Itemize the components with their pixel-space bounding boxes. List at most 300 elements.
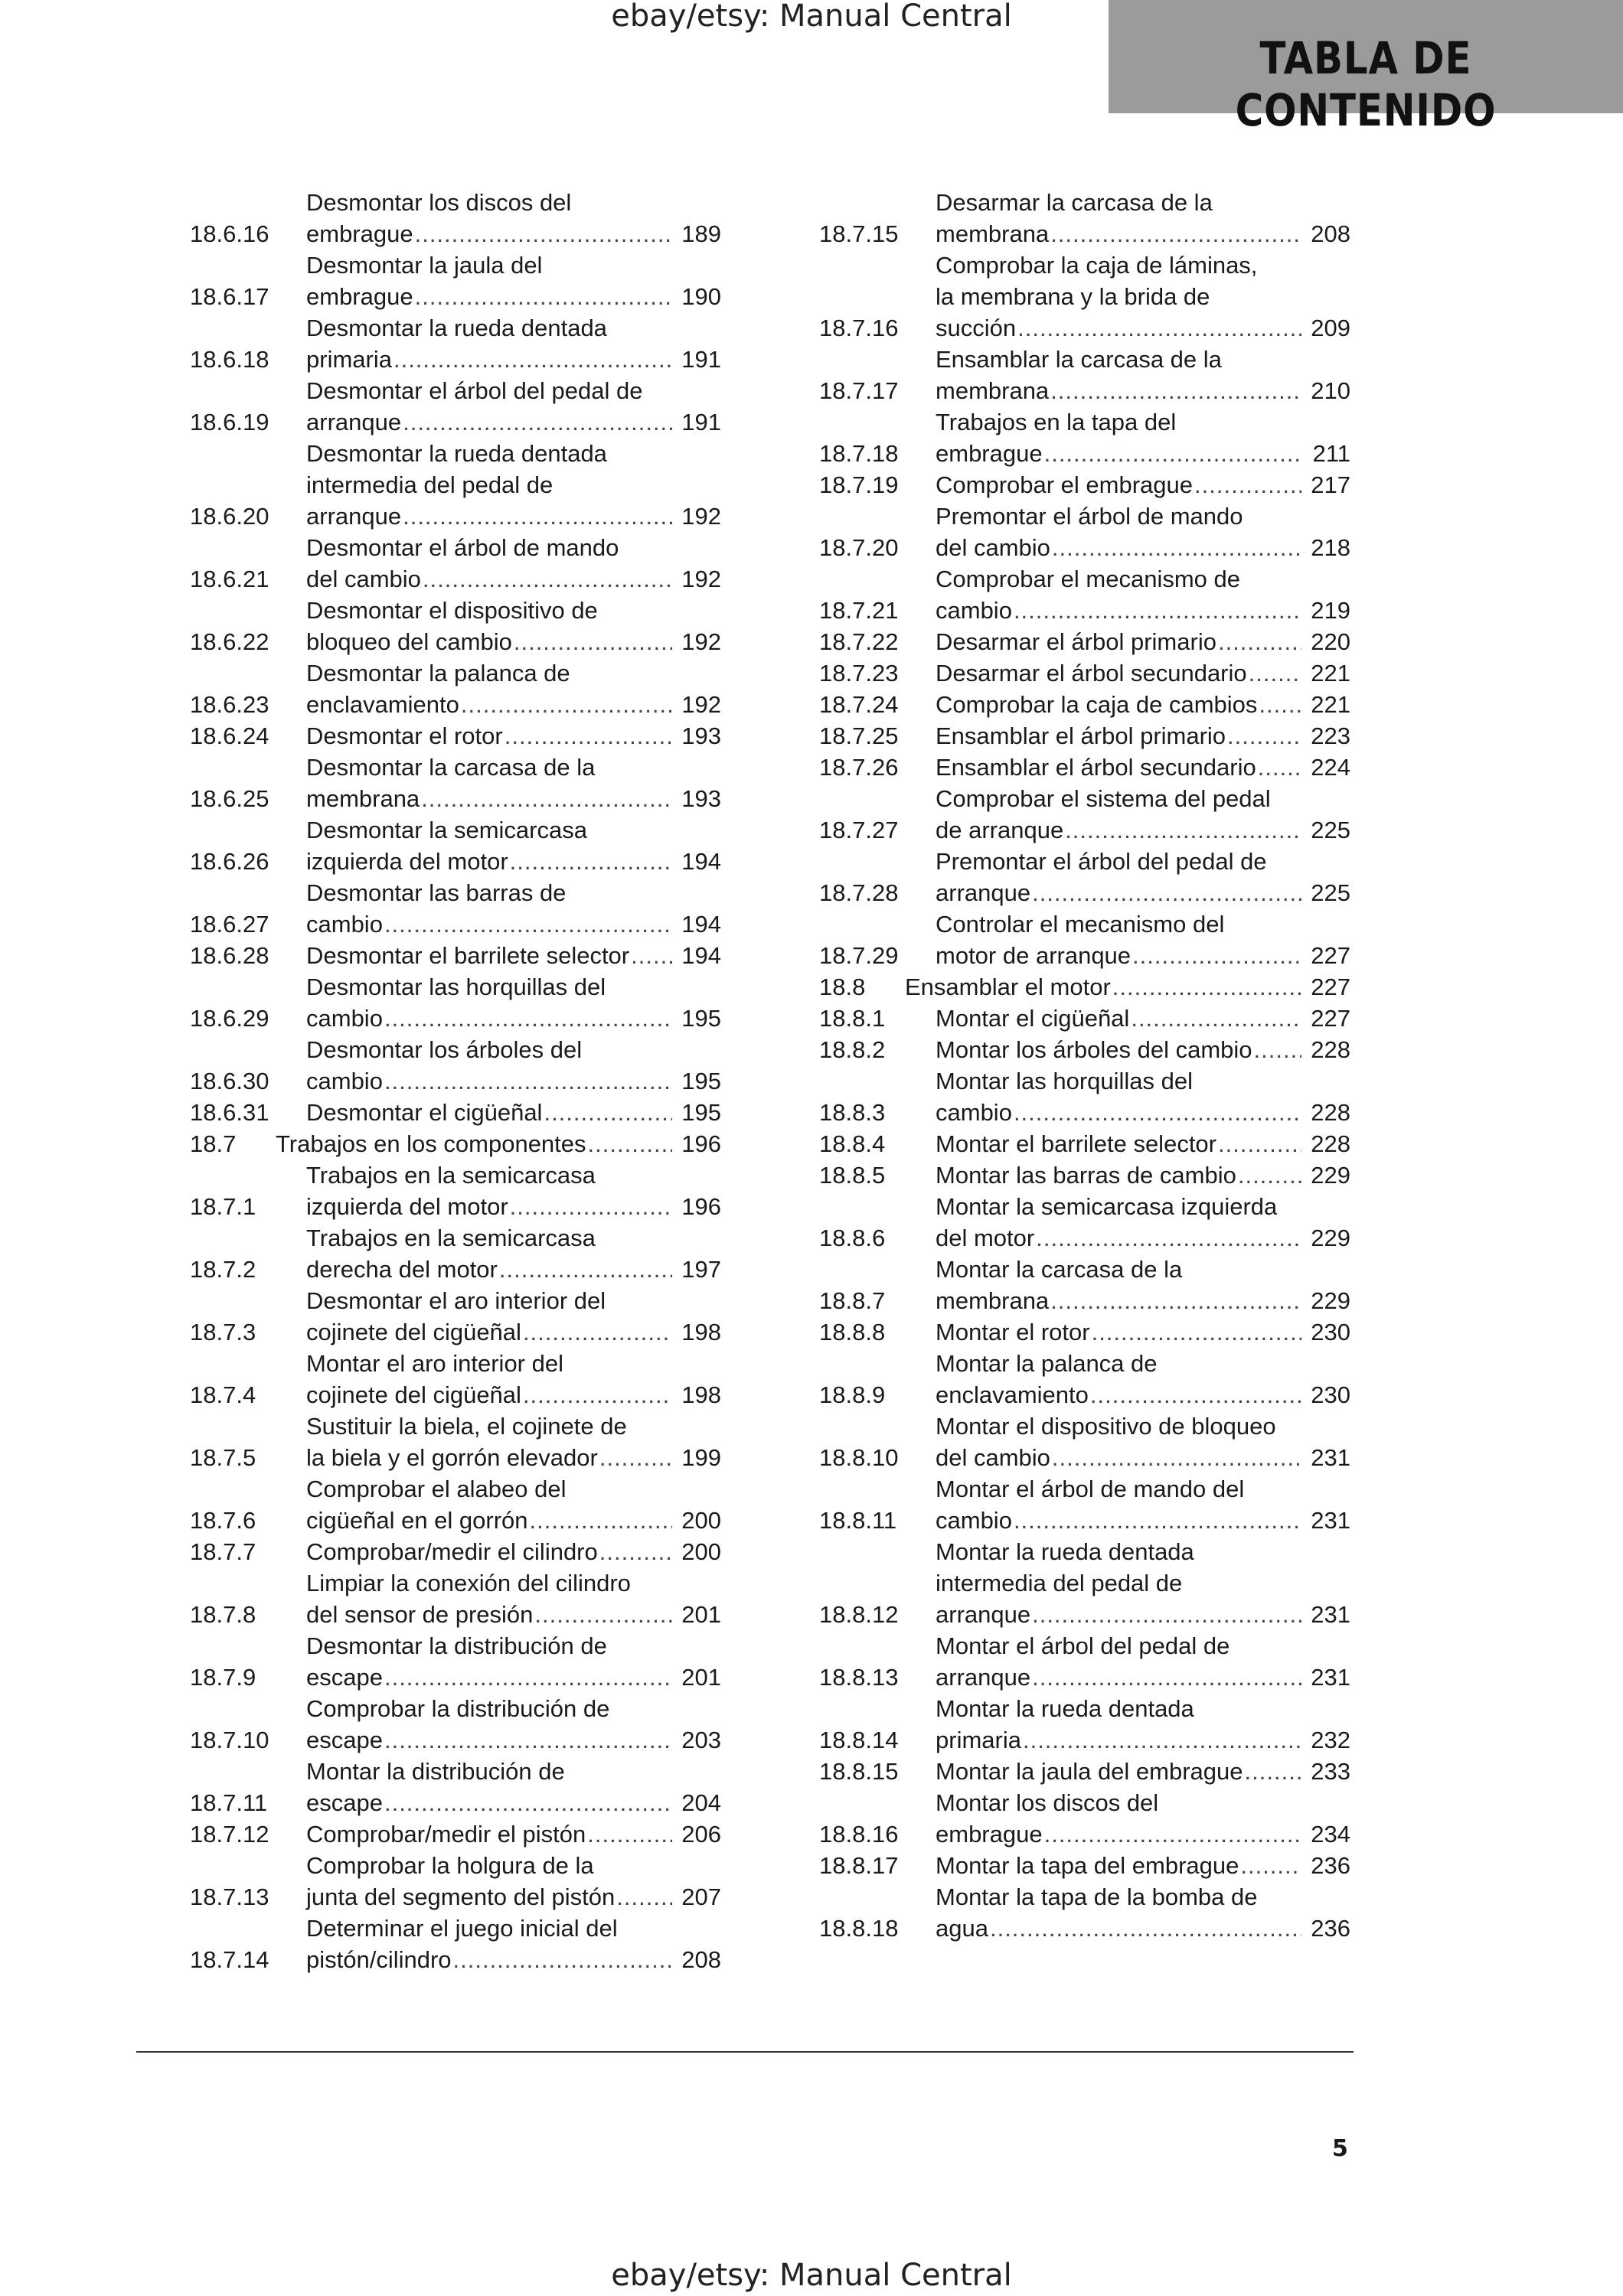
toc-entry-title: de arranque [936, 817, 1064, 843]
toc-entry-page: 225 [1311, 879, 1350, 906]
toc-entry-title: cigüeñal en el gorrón [306, 1507, 528, 1534]
toc-entry-page: 200 [681, 1538, 721, 1565]
toc-entry-title: Ensamblar la carcasa de la [936, 346, 1222, 373]
toc-entry-number: 18.7.11 [190, 1789, 268, 1816]
toc-entry-number: 18.7.2 [190, 1256, 256, 1283]
toc-dot-leader [1240, 1850, 1301, 1881]
toc-entry[interactable] [819, 187, 1350, 249]
toc-entry[interactable] [190, 1850, 721, 1913]
toc-entry-title: Comprobar la caja de láminas, [936, 252, 1258, 279]
toc-entry[interactable] [190, 1159, 721, 1222]
toc-entry-number: 18.8.1 [819, 1005, 886, 1032]
toc-entry-title: arranque [936, 879, 1031, 906]
toc-dot-leader [1112, 971, 1301, 1003]
toc-entry[interactable] [190, 752, 721, 814]
toc-entry-page: 193 [681, 722, 721, 749]
toc-dot-leader [453, 1944, 672, 1975]
toc-entry[interactable] [819, 344, 1350, 406]
toc-entry-number: 18.7.4 [190, 1381, 256, 1408]
toc-entry-page: 236 [1311, 1852, 1350, 1879]
toc-entry-page: 208 [681, 1946, 721, 1973]
toc-entry-title: Premontar el árbol de mando [936, 503, 1243, 530]
toc-entry-page: 201 [681, 1664, 721, 1691]
toc-entry-title: intermedia del pedal de [306, 471, 554, 498]
toc-entry-title: la biela y el gorrón elevador [306, 1444, 598, 1471]
toc-entry[interactable] [819, 501, 1350, 563]
toc-entry-page: 199 [681, 1444, 721, 1471]
toc-entry-page: 231 [1311, 1444, 1350, 1471]
toc-entry-title: derecha del motor [306, 1256, 498, 1283]
toc-entry[interactable] [819, 908, 1350, 971]
toc-entry[interactable] [190, 1630, 721, 1693]
toc-entry-title: Montar los discos del [936, 1789, 1159, 1816]
toc-entry-number: 18.8.13 [819, 1664, 899, 1691]
toc-entry-page: 223 [1311, 722, 1350, 749]
toc-entry[interactable] [190, 187, 721, 249]
toc-dot-leader [384, 1662, 672, 1693]
toc-right-column [819, 187, 1350, 1944]
toc-dot-leader [1052, 1442, 1301, 1473]
toc-dot-leader [510, 846, 672, 877]
toc-entry-number: 18.8.12 [819, 1601, 899, 1628]
toc-dot-leader [1050, 375, 1301, 406]
toc-entry-page: 225 [1311, 817, 1350, 843]
toc-entry[interactable] [819, 1254, 1350, 1316]
toc-dot-leader [523, 1316, 672, 1348]
toc-entry[interactable] [819, 1630, 1350, 1693]
toc-entry-title: motor de arranque [936, 942, 1132, 969]
toc-dot-leader [384, 1003, 672, 1034]
toc-entry-page: 191 [681, 409, 721, 435]
toc-entry-title: embrague [306, 220, 413, 247]
toc-entry-number: 18.6.26 [190, 848, 269, 875]
toc-entry-number: 18.8 [819, 974, 866, 1000]
toc-entry[interactable] [190, 1536, 721, 1567]
toc-entry[interactable] [190, 877, 721, 940]
toc-entry[interactable] [190, 312, 721, 375]
toc-entry[interactable] [819, 406, 1350, 469]
toc-entry-title: primaria [306, 346, 392, 373]
toc-entry-page: 194 [681, 848, 721, 875]
toc-entry[interactable] [190, 438, 721, 532]
toc-entry[interactable] [819, 1191, 1350, 1254]
toc-dot-leader [1065, 814, 1301, 846]
toc-entry[interactable] [190, 1222, 721, 1285]
toc-entry-page: 189 [681, 220, 721, 247]
toc-dot-leader [1227, 720, 1301, 752]
toc-entry-title: Comprobar el embrague [936, 471, 1194, 498]
toc-entry[interactable] [190, 1818, 721, 1850]
toc-dot-leader [1132, 940, 1301, 971]
toc-entry-number: 18.7.21 [819, 597, 899, 624]
toc-dot-leader [599, 1442, 672, 1473]
toc-entry-number: 18.7 [190, 1130, 237, 1157]
toc-entry-title: Desmontar la carcasa de la [306, 754, 596, 781]
toc-entry-title: Comprobar la holgura de la [306, 1852, 594, 1879]
toc-entry-number: 18.6.18 [190, 346, 269, 373]
toc-dot-leader [534, 1599, 672, 1630]
toc-entry[interactable] [190, 1097, 721, 1128]
toc-entry-title: cambio [306, 1005, 383, 1032]
toc-entry-title: Montar la tapa del embrague [936, 1852, 1239, 1879]
toc-entry[interactable] [819, 249, 1350, 344]
toc-entry-title: Ensamblar el árbol secundario [936, 754, 1256, 781]
toc-entry[interactable] [190, 249, 721, 312]
toc-entry-number: 18.7.3 [190, 1319, 256, 1345]
toc-entry-page: 229 [1311, 1287, 1350, 1314]
toc-entry[interactable] [190, 1034, 721, 1097]
toc-entry-title: Montar el barrilete selector [936, 1130, 1216, 1157]
toc-entry-title: embrague [306, 283, 413, 310]
toc-entry-number: 18.7.26 [819, 754, 899, 781]
toc-entry-number: 18.8.18 [819, 1915, 899, 1942]
toc-dot-leader [384, 1724, 672, 1756]
toc-dot-leader [1050, 218, 1301, 249]
watermark-bottom: ebay/etsy: Manual Central [611, 2258, 1012, 2293]
toc-entry-page: 198 [681, 1319, 721, 1345]
toc-entry-page: 192 [681, 628, 721, 655]
toc-dot-leader [1194, 469, 1301, 501]
toc-entry[interactable] [819, 469, 1350, 501]
toc-entry-title: del motor [936, 1225, 1035, 1251]
toc-entry-page: 198 [681, 1381, 721, 1408]
toc-dot-leader [384, 1065, 672, 1097]
toc-entry[interactable] [819, 846, 1350, 908]
toc-entry-title: Montar la distribución de [306, 1758, 565, 1785]
toc-entry-title: Comprobar la caja de cambios [936, 691, 1258, 718]
toc-entry-title: Comprobar/medir el pistón [306, 1821, 586, 1848]
toc-entry[interactable] [190, 1285, 721, 1348]
toc-entry[interactable] [819, 689, 1350, 720]
toc-dot-leader [384, 1787, 672, 1818]
toc-entry-number: 18.7.1 [190, 1193, 256, 1220]
toc-entry[interactable] [819, 563, 1350, 626]
toc-entry-title: cambio [936, 1507, 1012, 1534]
toc-entry-number: 18.7.9 [190, 1664, 256, 1691]
toc-entry-title: membrana [306, 785, 420, 812]
toc-dot-leader [415, 218, 672, 249]
toc-entry[interactable] [190, 595, 721, 657]
toc-entry-number: 18.7.23 [819, 660, 899, 687]
toc-entry-page: 208 [1311, 220, 1350, 247]
toc-entry-title: Trabajos en la tapa del [936, 409, 1177, 435]
toc-entry-page: 231 [1311, 1507, 1350, 1534]
toc-entry-title: Desmontar el aro interior del [306, 1287, 606, 1314]
toc-dot-leader [403, 501, 672, 532]
toc-dot-leader [1249, 657, 1301, 689]
toc-entry-page: 191 [681, 346, 721, 373]
toc-entry[interactable] [190, 657, 721, 720]
toc-entry-title: Desmontar la rueda dentada [306, 440, 607, 467]
toc-dot-leader [1044, 438, 1301, 469]
toc-dot-leader [1259, 689, 1301, 720]
toc-entry-page: 221 [1311, 691, 1350, 718]
toc-entry-title: agua [936, 1915, 988, 1942]
toc-dot-leader [1032, 1599, 1301, 1630]
toc-entry-title: succión [936, 315, 1017, 341]
toc-entry[interactable] [819, 1034, 1350, 1065]
toc-entry[interactable] [819, 1159, 1350, 1191]
toc-dot-leader [1032, 1662, 1301, 1693]
toc-entry-page: 231 [1311, 1664, 1350, 1691]
toc-entry[interactable] [190, 1756, 721, 1818]
toc-entry-number: 18.6.30 [190, 1068, 269, 1094]
toc-entry-title: Comprobar/medir el cilindro [306, 1538, 598, 1565]
toc-entry-page: 194 [681, 911, 721, 938]
toc-dot-leader [415, 281, 672, 312]
toc-entry-page: 228 [1311, 1036, 1350, 1063]
toc-entry-number: 18.7.22 [819, 628, 899, 655]
toc-entry[interactable] [190, 532, 721, 595]
toc-entry[interactable] [190, 940, 721, 971]
toc-entry[interactable] [819, 1003, 1350, 1034]
toc-entry-number: 18.8.5 [819, 1162, 886, 1189]
toc-entry[interactable] [819, 1128, 1350, 1159]
toc-entry-title: Comprobar el mecanismo de [936, 566, 1241, 592]
toc-entry-page: 197 [681, 1256, 721, 1283]
toc-entry-title: Montar la semicarcasa izquierda [936, 1193, 1278, 1220]
toc-entry-title: Montar el aro interior del [306, 1350, 563, 1377]
toc-entry-title: cambio [936, 597, 1012, 624]
toc-dot-leader [1238, 1159, 1301, 1191]
toc-entry[interactable] [819, 1536, 1350, 1630]
page-number: 5 [1332, 2135, 1348, 2162]
toc-dot-leader [530, 1505, 672, 1536]
toc-entry-title: izquierda del motor [306, 1193, 508, 1220]
toc-entry-page: 209 [1311, 315, 1350, 341]
toc-entry-title: junta del segmento del pistón [306, 1883, 616, 1910]
toc-entry[interactable] [819, 1787, 1350, 1850]
toc-entry-title: enclavamiento [306, 691, 459, 718]
toc-entry[interactable] [190, 1567, 721, 1630]
toc-entry-number: 18.6.20 [190, 503, 269, 530]
toc-entry-number: 18.8.9 [819, 1381, 886, 1408]
toc-entry-title: Desmontar la jaula del [306, 252, 543, 279]
toc-entry-title: Montar el dispositivo de bloqueo [936, 1413, 1276, 1440]
toc-entry-title: Montar las horquillas del [936, 1068, 1194, 1094]
toc-entry-number: 18.8.3 [819, 1099, 886, 1126]
toc-entry[interactable] [819, 1065, 1350, 1128]
toc-entry-number: 18.8.10 [819, 1444, 899, 1471]
toc-entry-number: 18.6.31 [190, 1099, 269, 1126]
toc-entry-page: 229 [1311, 1162, 1350, 1189]
toc-dot-leader [616, 1881, 672, 1913]
toc-entry-title: Montar la palanca de [936, 1350, 1158, 1377]
toc-entry-number: 18.7.14 [190, 1946, 269, 1973]
toc-entry-page: 193 [681, 785, 721, 812]
toc-entry-title: Desmontar el dispositivo de [306, 597, 598, 624]
toc-entry[interactable] [819, 720, 1350, 752]
toc-dot-leader [403, 406, 672, 438]
toc-dot-leader [1050, 1285, 1301, 1316]
toc-entry-number: 18.7.12 [190, 1821, 269, 1848]
toc-entry-page: 227 [1311, 1005, 1350, 1032]
toc-entry-number: 18.7.15 [819, 220, 899, 247]
toc-entry-title: Desmontar la rueda dentada [306, 315, 607, 341]
toc-entry-page: 206 [681, 1821, 721, 1848]
toc-entry-number: 18.7.5 [190, 1444, 256, 1471]
toc-entry[interactable] [819, 1473, 1350, 1536]
toc-entry-title: arranque [306, 409, 402, 435]
toc-entry[interactable] [819, 657, 1350, 689]
toc-entry[interactable] [819, 1348, 1350, 1411]
toc-entry-page: 230 [1311, 1381, 1350, 1408]
toc-dot-leader [499, 1254, 672, 1285]
toc-dot-leader [421, 783, 672, 814]
toc-entry-title: Montar la rueda dentada [936, 1695, 1194, 1722]
toc-entry[interactable] [190, 814, 721, 877]
toc-entry-page: 234 [1311, 1821, 1350, 1848]
toc-entry[interactable] [819, 1316, 1350, 1348]
toc-entry-title: cambio [306, 1068, 383, 1094]
toc-entry-title: Sustituir la biela, el cojinete de [306, 1413, 627, 1440]
toc-entry-title: Desmontar el árbol de mando [306, 534, 619, 561]
toc-entry-page: 236 [1311, 1915, 1350, 1942]
toc-entry-page: 195 [681, 1099, 721, 1126]
toc-entry-number: 18.6.21 [190, 566, 269, 592]
toc-dot-leader [523, 1379, 672, 1411]
toc-entry-title: Desmontar las horquillas del [306, 974, 606, 1000]
toc-entry-number: 18.7.10 [190, 1727, 269, 1753]
toc-entry-title: embrague [936, 440, 1043, 467]
toc-entry-number: 18.6.22 [190, 628, 269, 655]
toc-entry-number: 18.6.16 [190, 220, 269, 247]
toc-dot-leader [1036, 1222, 1301, 1254]
toc-dot-leader [1131, 1003, 1301, 1034]
toc-dot-leader [461, 689, 672, 720]
toc-entry-number: 18.8.15 [819, 1758, 899, 1785]
toc-entry-number: 18.7.18 [819, 440, 899, 467]
toc-entry-number: 18.6.29 [190, 1005, 269, 1032]
toc-dot-leader [514, 626, 672, 657]
toc-entry-title: del sensor de presión [306, 1601, 534, 1628]
toc-dot-leader [1254, 1034, 1301, 1065]
toc-entry-title: Montar el árbol del pedal de [936, 1632, 1230, 1659]
toc-dot-leader [1092, 1316, 1301, 1348]
toc-entry-page: 204 [681, 1789, 721, 1816]
toc-entry[interactable] [190, 1693, 721, 1756]
toc-entry-title: Montar el rotor [936, 1319, 1090, 1345]
toc-entry-page: 228 [1311, 1099, 1350, 1126]
toc-entry[interactable] [190, 971, 721, 1034]
toc-entry[interactable] [819, 1693, 1350, 1756]
toc-entry[interactable] [190, 1411, 721, 1473]
toc-entry-title: Ensamblar el motor [905, 974, 1111, 1000]
toc-entry-title: primaria [936, 1727, 1021, 1753]
toc-entry[interactable] [190, 375, 721, 438]
toc-entry-title: Montar la tapa de la bomba de [936, 1883, 1258, 1910]
watermark-top: ebay/etsy: Manual Central [611, 0, 1012, 34]
toc-entry-title: Trabajos en los componentes [276, 1130, 586, 1157]
toc-entry-number: 18.7.13 [190, 1883, 269, 1910]
toc-entry-title: Desarmar la carcasa de la [936, 189, 1213, 216]
toc-entry-number: 18.7.6 [190, 1507, 256, 1534]
toc-entry-title: del cambio [936, 534, 1050, 561]
toc-entry-page: 232 [1311, 1727, 1350, 1753]
toc-entry-title: Determinar el juego inicial del [306, 1915, 618, 1942]
toc-entry-title: Desarmar el árbol primario [936, 628, 1216, 655]
toc-entry[interactable] [190, 720, 721, 752]
toc-entry-page: 192 [681, 503, 721, 530]
toc-entry-page: 221 [1311, 660, 1350, 687]
toc-entry-page: 211 [1312, 440, 1350, 467]
toc-entry-number: 18.7.20 [819, 534, 899, 561]
toc-dot-leader [1032, 877, 1301, 908]
toc-entry-number: 18.6.28 [190, 942, 269, 969]
toc-entry[interactable] [819, 783, 1350, 846]
toc-left-column [190, 187, 721, 1975]
toc-entry-page: 229 [1311, 1225, 1350, 1251]
toc-dot-leader [544, 1097, 672, 1128]
toc-entry-number: 18.8.11 [819, 1507, 897, 1534]
toc-entry[interactable] [190, 1473, 721, 1536]
toc-entry-title: membrana [936, 220, 1050, 247]
page-title: TABLA DE CONTENIDO [1235, 32, 1497, 136]
toc-entry-page: 201 [681, 1601, 721, 1628]
toc-entry-number: 18.7.25 [819, 722, 899, 749]
toc-entry-page: 231 [1311, 1601, 1350, 1628]
toc-entry-page: 192 [681, 691, 721, 718]
section-header [1109, 0, 1623, 136]
toc-entry-number: 18.8.6 [819, 1225, 886, 1251]
toc-entry-title: bloqueo del cambio [306, 628, 512, 655]
toc-entry-title: del cambio [936, 1444, 1050, 1471]
toc-entry-number: 18.8.2 [819, 1036, 886, 1063]
toc-entry-number: 18.6.27 [190, 911, 269, 938]
toc-entry[interactable] [819, 752, 1350, 783]
toc-entry-page: 192 [681, 566, 721, 592]
toc-entry[interactable] [819, 1850, 1350, 1881]
toc-entry-page: 190 [681, 283, 721, 310]
toc-entry-page: 196 [681, 1130, 721, 1157]
toc-entry-number: 18.6.23 [190, 691, 269, 718]
toc-entry-page: 230 [1311, 1319, 1350, 1345]
toc-entry-page: 194 [681, 942, 721, 969]
toc-entry-title: Montar la carcasa de la [936, 1256, 1183, 1283]
toc-entry-title: membrana [936, 1287, 1050, 1314]
toc-entry-number: 18.7.19 [819, 471, 899, 498]
toc-entry[interactable] [819, 626, 1350, 657]
toc-entry[interactable] [819, 1756, 1350, 1787]
toc-entry-number: 18.7.27 [819, 817, 899, 843]
footer-divider [136, 2051, 1354, 2053]
toc-entry[interactable] [190, 1128, 721, 1159]
toc-dot-leader [1090, 1379, 1301, 1411]
toc-entry[interactable] [819, 971, 1350, 1003]
toc-entry[interactable] [190, 1348, 721, 1411]
toc-entry-title: embrague [936, 1821, 1043, 1848]
toc-entry[interactable] [819, 1411, 1350, 1473]
toc-dot-leader [384, 908, 672, 940]
toc-entry-title: membrana [936, 377, 1050, 404]
toc-entry-page: 228 [1311, 1130, 1350, 1157]
toc-dot-leader [1014, 1097, 1301, 1128]
toc-dot-leader [1044, 1818, 1301, 1850]
toc-entry-number: 18.7.7 [190, 1538, 256, 1565]
toc-entry[interactable] [190, 1913, 721, 1975]
toc-dot-leader [1023, 1724, 1301, 1756]
toc-entry-title: Desmontar la distribución de [306, 1632, 607, 1659]
toc-dot-leader [510, 1191, 672, 1222]
toc-entry[interactable] [819, 1881, 1350, 1944]
toc-entry-page: 195 [681, 1068, 721, 1094]
toc-entry-page: 203 [681, 1727, 721, 1753]
toc-entry-number: 18.7.24 [819, 691, 899, 718]
toc-entry-title: la membrana y la brida de [936, 283, 1210, 310]
toc-entry-title: cambio [306, 911, 383, 938]
toc-entry-page: 224 [1311, 754, 1350, 781]
toc-dot-leader [1017, 312, 1301, 344]
